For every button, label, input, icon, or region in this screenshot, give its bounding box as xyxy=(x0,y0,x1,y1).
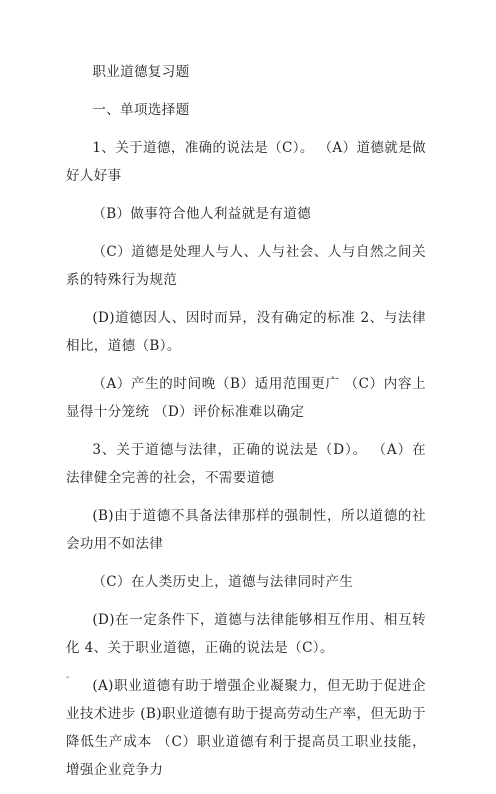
paragraph: （A）产生的时间晚（B）适用范围更广 （C）内容上显得十分笼统 （D）评价标准难以确定 xyxy=(66,376,426,420)
document-title: 职业道德复习题 xyxy=(92,64,190,80)
paragraph: (D)在一定条件下，道德与法律能够相互作用、相互转化 4、关于职业道德，正确的说法是（C）。 xyxy=(66,612,426,656)
paragraph: （C）在人类历史上，道德与法律同时产生 xyxy=(92,574,354,590)
paragraph: (D)道德因人、因时而异，没有确定的标准 2、与法律相比，道德（B）。 xyxy=(66,310,426,354)
paragraph: 3、关于道德与法律，正确的说法是（D）。 （A）在法律健全完善的社会，不需要道德 xyxy=(66,442,426,486)
paragraph: （B）做事符合他人利益就是有道德 xyxy=(92,206,312,222)
paragraph: (B)由于道德不具备法律那样的强制性，所以道德的社会功用不如法律 xyxy=(66,508,426,552)
section-heading: 一、单项选择题 xyxy=(92,102,190,118)
paragraph: (A)职业道德有助于增强企业凝聚力，但无助于促进企业技术进步 (B)职业道德有助于提高劳动生产率，但无助于降低生产成本 （C）职业道德有利于提高员工职业技能，增强企业竞争力 xyxy=(66,678,426,778)
paragraph: 1、关于道德，准确的说法是（C）。 （A）道德就是做好人好事 xyxy=(66,140,426,184)
paragraph: （C）道德是处理人与人、人与社会、人与自然之间关系的特殊行为规范 xyxy=(66,244,426,288)
document-body xyxy=(66,58,426,794)
page-footer-mark: - xyxy=(66,672,70,683)
